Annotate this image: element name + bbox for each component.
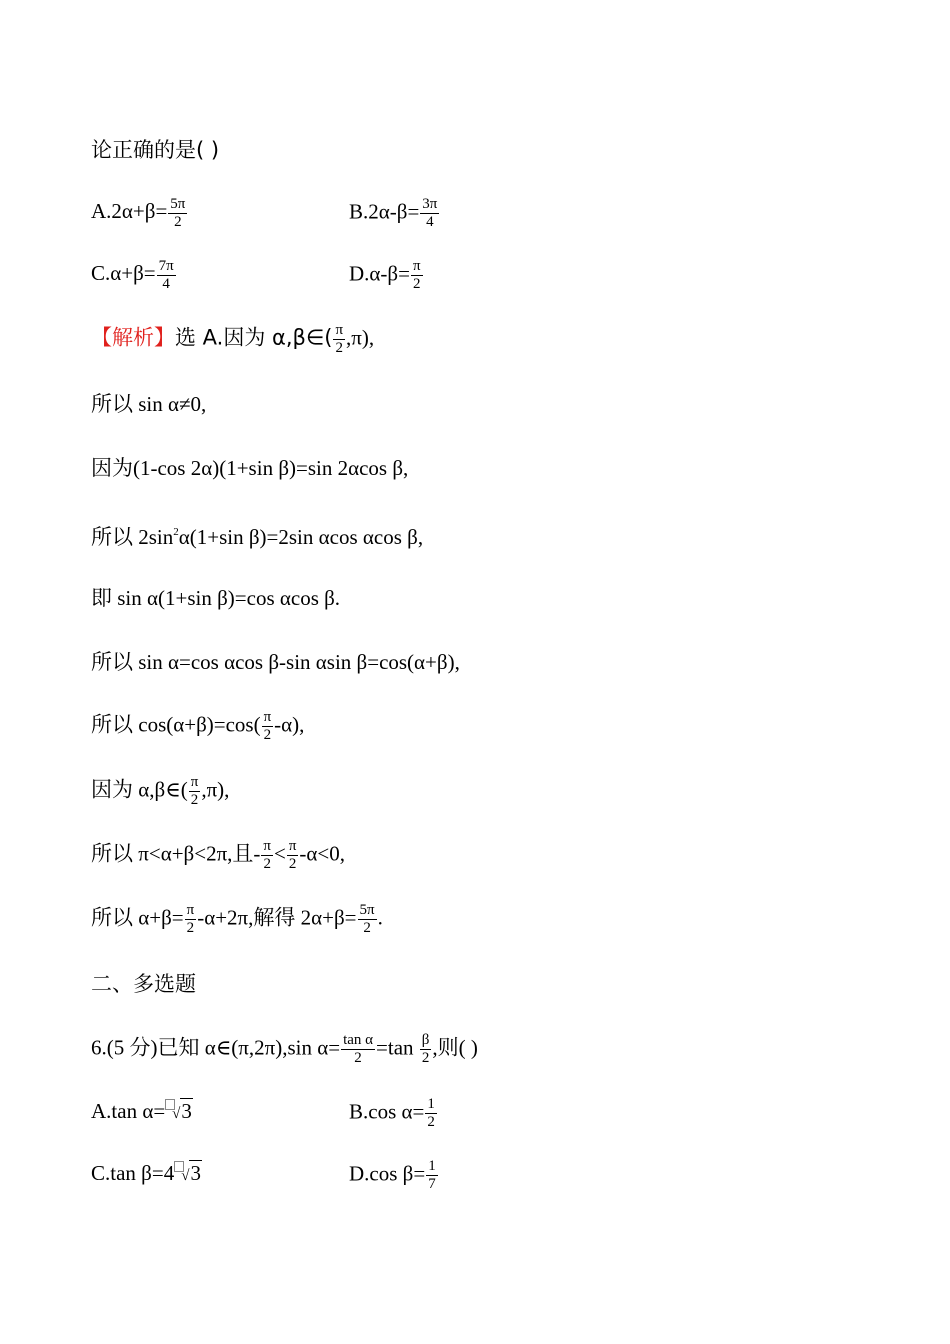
option-d[interactable]: D.α-β= $\frac{\pi}{2}$ bbox=[349, 258, 421, 292]
analysis-tag: 【解析】 bbox=[91, 325, 175, 350]
q6-option-d[interactable]: D.cos β= $\frac{1}{7}$ bbox=[349, 1158, 436, 1192]
analysis-line: 所以 α+β= $\frac{\pi}{2}$ -α+2π,解得 2α+β= $\frac{5\pi}{2}$ . bbox=[91, 902, 383, 936]
q6-option-a[interactable]: A.tan α= √3 bbox=[91, 1099, 192, 1123]
option-row-ab bbox=[91, 196, 438, 231]
q6-option-b[interactable]: B.cos α= $\frac{1}{2}$ bbox=[349, 1096, 435, 1130]
analysis-intro: 【解析】选 A.因为 α,β∈( $\frac{\pi}{2}$ ,π), bbox=[91, 322, 375, 356]
analysis-line: 所以 sin α=cos αcos β-sin αsin β=cos(α+β), bbox=[91, 650, 460, 674]
question-stem-tail: 论正确的是( ) bbox=[91, 138, 220, 162]
q6-option-row-ab bbox=[91, 1096, 435, 1130]
analysis-line: 因为 α,β∈( $\frac{\pi}{2}$ ,π), bbox=[91, 774, 230, 808]
option-row-cd bbox=[91, 258, 421, 293]
fraction: $\frac{5\pi}{2}$ bbox=[170, 196, 186, 230]
q6-option-c[interactable]: C.tan β=4 √3 bbox=[91, 1161, 201, 1185]
option-b[interactable]: B.2α-β= $\frac{3\pi}{4}$ bbox=[349, 196, 438, 230]
q6-option-row-cd bbox=[91, 1158, 436, 1192]
option-a[interactable]: A.2α+β= $\frac{5\pi}{2}$ bbox=[91, 196, 186, 230]
analysis-line: 所以 cos(α+β)=cos( $\frac{\pi}{2}$ -α), bbox=[91, 709, 305, 743]
analysis-line: 所以 $2\sin^2\alpha(1+\sin$ β)=2sin αcos αcos β, bbox=[91, 525, 424, 549]
option-c[interactable]: C.α+β= $\frac{7\pi}{4}$ bbox=[91, 258, 174, 292]
fraction: $\frac{7\pi}{4}$ bbox=[158, 258, 174, 292]
fraction: $\frac{\pi}{2}$ bbox=[412, 258, 421, 292]
analysis-line: 即 sin α(1+sin β)=cos αcos β. bbox=[91, 586, 341, 610]
analysis-line: 所以 π<α+β<2π,且- $\frac{\pi}{2}$ < $\frac{\pi}{2}$ -α<0, bbox=[91, 838, 346, 872]
section-heading: 二、多选题 bbox=[91, 972, 196, 996]
fraction: $\frac{3\pi}{4}$ bbox=[422, 196, 438, 230]
question-6-stem: 6.(5 分)已知 α∈(π,2π),sin α= $\frac{\text{tan α}}{2}$ =tan $\frac{\beta}{2}$ ,则( ) bbox=[91, 1032, 478, 1066]
analysis-line: 因为(1-cos 2α)(1+sin β)=sin 2αcos β, bbox=[91, 456, 409, 480]
analysis-line: 所以 sin α≠0, bbox=[91, 392, 207, 416]
